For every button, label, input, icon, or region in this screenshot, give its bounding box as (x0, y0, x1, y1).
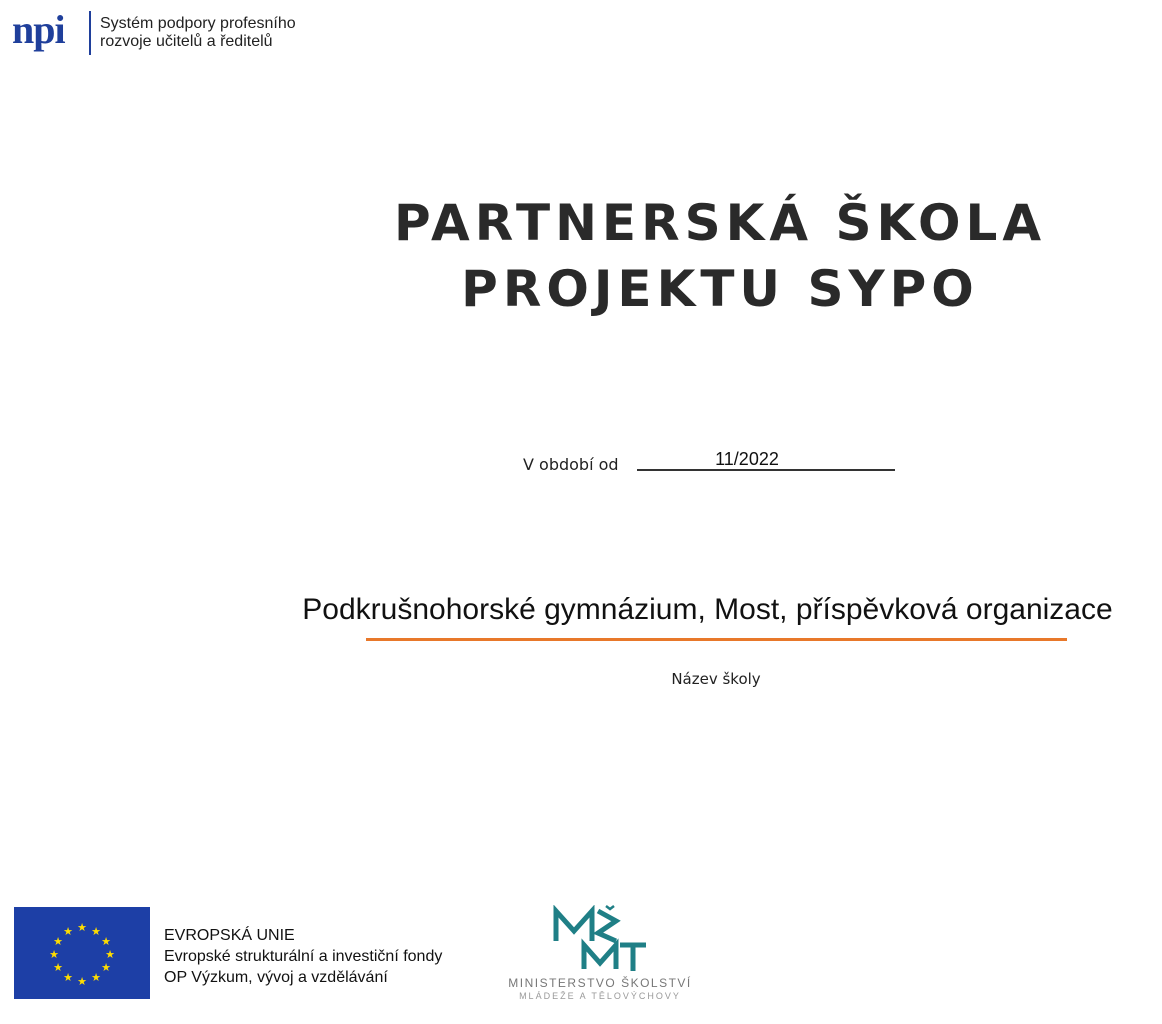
msmt-logo-mark (550, 905, 650, 973)
svg-text:★: ★ (101, 961, 111, 974)
npi-logo (12, 8, 332, 58)
npi-logo-divider (89, 11, 91, 55)
school-name: Podkrušnohorské gymnázium, Most, příspěvková organizace (302, 593, 1113, 626)
msmt-text-line2: MLÁDEŽE A TĚLOVÝCHOVY (519, 991, 681, 1001)
svg-text:★: ★ (105, 948, 115, 961)
msmt-logo (500, 905, 700, 1005)
eu-text-line1: EVROPSKÁ UNIE (164, 927, 295, 944)
page-title-line2: PROJEKTU SYPO (461, 260, 979, 318)
svg-text:★: ★ (101, 935, 111, 948)
school-name-underline (366, 638, 1067, 641)
svg-text:★: ★ (53, 961, 63, 974)
page-title-line1: PARTNERSKÁ ŠKOLA (393, 194, 1047, 252)
eu-text-line3: OP Výzkum, vývoj a vzdělávání (164, 969, 388, 986)
npi-logo-text (100, 15, 296, 51)
svg-text:★: ★ (63, 925, 73, 938)
svg-text:★: ★ (63, 971, 73, 984)
eu-stars-icon (14, 907, 150, 999)
npi-logo-text-line1: Systém podpory profesního (100, 15, 296, 32)
svg-text:★: ★ (53, 935, 63, 948)
eu-text (164, 925, 442, 988)
svg-text:★: ★ (91, 971, 101, 984)
period-label: V období od (523, 455, 619, 474)
msmt-text-line1: MINISTERSTVO ŠKOLSTVÍ (508, 976, 692, 990)
npi-logo-mark: npi (12, 7, 65, 52)
svg-text:★: ★ (77, 975, 87, 988)
svg-text:★: ★ (77, 921, 87, 934)
period-value: 11/2022 (715, 449, 779, 469)
svg-text:★: ★ (91, 925, 101, 938)
eu-text-line2: Evropské strukturální a investiční fondy (164, 948, 443, 965)
npi-logo-text-line2: rozvoje učitelů a ředitelů (100, 33, 273, 50)
svg-text:★: ★ (49, 948, 59, 961)
school-caption: Název školy (671, 670, 761, 688)
page-title (300, 190, 1140, 322)
eu-flag-logo (14, 907, 150, 999)
